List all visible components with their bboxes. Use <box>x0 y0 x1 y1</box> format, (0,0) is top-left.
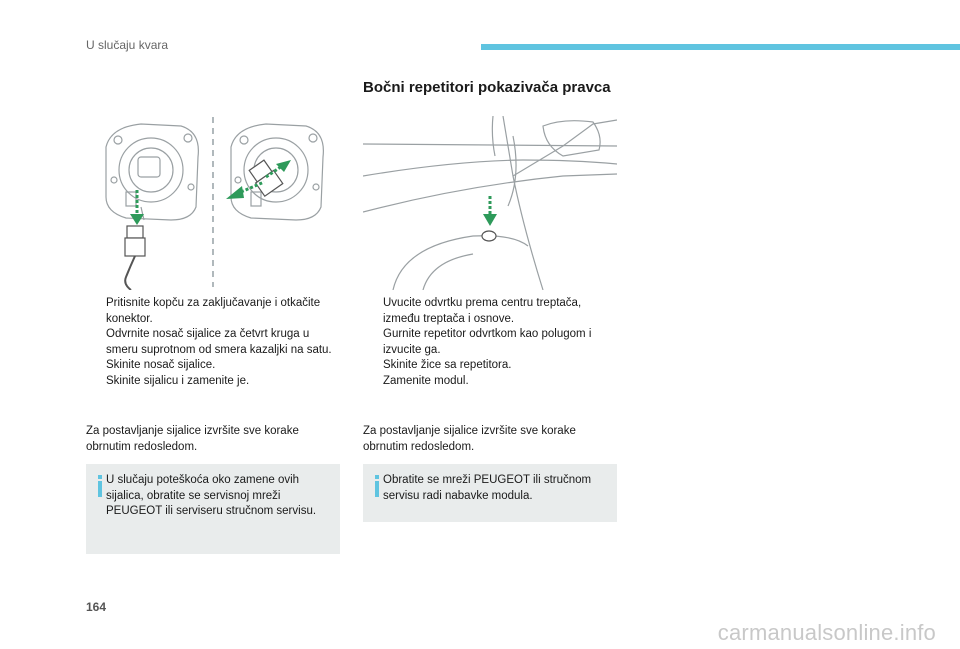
left-reassembly-text: Za postavljanje sijalice izvršite sve korake obrnutim redosledom. <box>86 425 299 453</box>
list-item: Skinite sijalicu i zamenite je. <box>106 374 250 387</box>
section-title: Bočni repetitori pokazivača pravca <box>363 79 611 96</box>
list-item: Gurnite repetitor odvrtkom kao polugom i izvucite ga. <box>383 328 592 356</box>
right-note-text: Obratite se mreži PEUGEOT ili stručnom servisu radi nabavke modula. <box>383 474 592 502</box>
right-reassembly-text: Za postavljanje sijalice izvršite sve korake obrnutim redosledom. <box>363 425 576 453</box>
page-number: 164 <box>86 600 107 614</box>
left-steps-list <box>86 296 332 389</box>
side-repeater <box>482 231 496 241</box>
list-item: Skinite žice sa repetitora. <box>383 359 512 371</box>
list-item: Skinite nosač sijalice. <box>106 359 216 371</box>
side-repeater-illustration <box>363 116 617 290</box>
left-note-text: U slučaju poteškoća oko zamene ovih sijalica, obratite se servisnoj mreži PEUGEOT ili serviseru stručnom servisu. <box>106 474 317 517</box>
right-info-note <box>363 464 617 522</box>
header-accent-bar <box>481 44 960 50</box>
left-info-note <box>86 464 340 554</box>
list-item: Odvrnite nosač sijalice za četvrt kruga u smeru suprotnom od smera kazaljki na satu. <box>106 328 332 356</box>
watermark: carmanualsonline.info <box>717 620 936 645</box>
list-item: Uvucite odvrtku prema centru treptača, između treptača i osnove. <box>383 297 582 325</box>
list-item: Zamenite modul. <box>383 374 469 387</box>
header-section-label: U slučaju kvara <box>86 38 169 52</box>
list-item: Pritisnite kopču za zaključavanje i otkačite konektor. <box>106 297 321 325</box>
right-steps-list <box>363 296 609 389</box>
fog-lamp-illustration <box>86 112 340 290</box>
